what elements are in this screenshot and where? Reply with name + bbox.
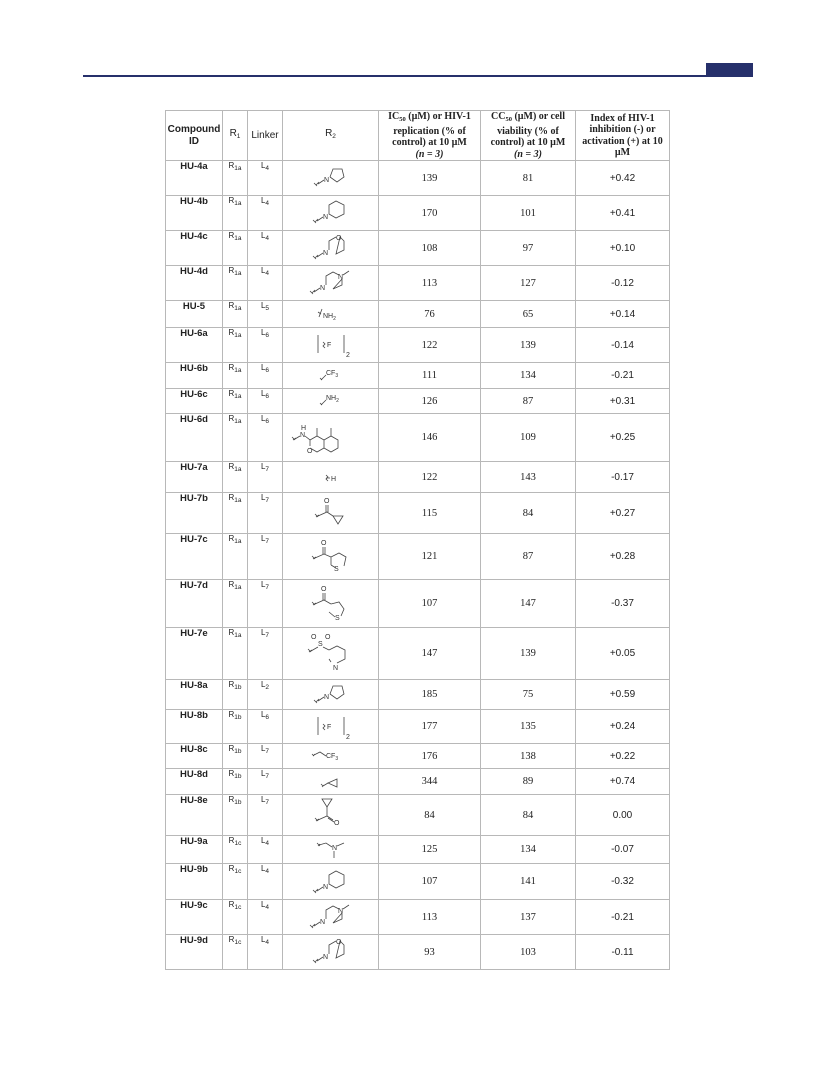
svg-text:S: S	[317, 640, 323, 648]
compound-id: HU-7d	[166, 580, 223, 628]
compound-id: HU-4d	[166, 266, 223, 301]
table-row	[166, 493, 670, 534]
ic50-value: 185	[379, 680, 481, 710]
table-header-row	[166, 111, 670, 161]
header-r1: $R_1$	[223, 111, 248, 161]
svg-text:F: F	[326, 723, 331, 731]
header-rule	[83, 75, 706, 77]
linker-cell: $L_7$	[248, 769, 283, 795]
table-row	[166, 836, 670, 864]
cc50-value: 134	[481, 363, 576, 389]
table-row	[166, 900, 670, 935]
table-row	[166, 769, 670, 795]
compound-id: HU-8a	[166, 680, 223, 710]
svg-text:2: 2	[345, 352, 350, 359]
r2-cell	[283, 769, 379, 795]
table-row	[166, 710, 670, 744]
amine-icon	[311, 303, 351, 325]
methylpiperazine-icon	[311, 268, 351, 298]
table-row	[166, 795, 670, 836]
ic50-value: 176	[379, 744, 481, 769]
index-value: -0.17	[576, 462, 670, 493]
r1-cell: $R_{1c}$	[223, 864, 248, 900]
r2-cell	[283, 680, 379, 710]
r1-cell: $R_{1a}$	[223, 231, 248, 266]
index-value: +0.74	[576, 769, 670, 795]
linker-cell: $L_6$	[248, 363, 283, 389]
svg-text:O: O	[306, 447, 312, 455]
compound-id: HU-8b	[166, 710, 223, 744]
cc50-value: 81	[481, 161, 576, 196]
svg-text:N: N	[322, 883, 328, 891]
index-value: -0.12	[576, 266, 670, 301]
svg-text:N: N	[319, 285, 325, 292]
svg-text:O: O	[320, 539, 326, 547]
cc50-value: 138	[481, 744, 576, 769]
ic50-value: 126	[379, 389, 481, 414]
svg-text:NH2: $NH_2$	[322, 313, 336, 322]
r1-cell: $R_{1b}$	[223, 744, 248, 769]
cc50-value: 75	[481, 680, 576, 710]
ic50-value: 84	[379, 795, 481, 836]
cc50-value: 103	[481, 935, 576, 970]
trifluoromethyl-icon	[311, 366, 351, 386]
amine-icon	[311, 391, 351, 411]
r2-cell	[283, 161, 379, 196]
r1-cell: $R_{1b}$	[223, 710, 248, 744]
compound-id: HU-7c	[166, 534, 223, 580]
linker-cell: $L_7$	[248, 534, 283, 580]
linker-cell: $L_6$	[248, 328, 283, 363]
linker-cell: $L_4$	[248, 231, 283, 266]
table-row	[166, 328, 670, 363]
r2-cell	[283, 196, 379, 231]
svg-text:S: S	[334, 614, 340, 622]
compound-id: HU-7a	[166, 462, 223, 493]
hydrogen-icon	[311, 466, 351, 488]
svg-text:CF3: $CF_3$	[325, 753, 338, 762]
index-value: +0.41	[576, 196, 670, 231]
ic50-value: 115	[379, 493, 481, 534]
linker-cell: $L_6$	[248, 389, 283, 414]
linker-cell: $L_7$	[248, 744, 283, 769]
linker-cell: $L_4$	[248, 935, 283, 970]
index-value: +0.42	[576, 161, 670, 196]
r1-cell: $R_{1b}$	[223, 795, 248, 836]
ic50-value: 107	[379, 864, 481, 900]
svg-text:O: O	[310, 633, 316, 641]
ic50-value: 344	[379, 769, 481, 795]
header-r2: $R_2$	[283, 111, 379, 161]
cc50-value: 139	[481, 328, 576, 363]
r2-cell	[283, 628, 379, 680]
cc50-value: 141	[481, 864, 576, 900]
index-value: +0.59	[576, 680, 670, 710]
index-value: -0.07	[576, 836, 670, 864]
compound-id: HU-9d	[166, 935, 223, 970]
cc50-value: 147	[481, 580, 576, 628]
r2-cell	[283, 864, 379, 900]
ic50-value: 122	[379, 462, 481, 493]
r1-cell: $R_{1a}$	[223, 534, 248, 580]
r2-cell	[283, 900, 379, 935]
compound-id: HU-6b	[166, 363, 223, 389]
linker-cell: $L_4$	[248, 900, 283, 935]
linker-cell: $L_4$	[248, 161, 283, 196]
cc50-value: 87	[481, 534, 576, 580]
cyclopropanecarbonyl-icon	[311, 496, 351, 530]
cc50-value: 139	[481, 628, 576, 680]
r1-cell: $R_{1a}$	[223, 414, 248, 462]
compound-id: HU-9b	[166, 864, 223, 900]
r2-cell	[283, 710, 379, 744]
header-ic50: $IC_{50}$ (µM) or HIV-1 replication (% of control) at 10 µM (n = 3)	[379, 111, 481, 161]
linker-cell: $L_4$	[248, 266, 283, 301]
svg-text:O: O	[335, 939, 341, 946]
cyclopropyl-icon	[311, 772, 351, 792]
index-value: +0.28	[576, 534, 670, 580]
compound-id: HU-6a	[166, 328, 223, 363]
ic50-value: 113	[379, 266, 481, 301]
svg-text:N: N	[322, 250, 328, 257]
r1-cell: $R_{1a}$	[223, 628, 248, 680]
cc50-value: 134	[481, 836, 576, 864]
methylpiperazine-icon	[311, 902, 351, 932]
r2-cell	[283, 328, 379, 363]
naphthamide-icon	[291, 418, 371, 458]
table-row	[166, 363, 670, 389]
piperidine-icon	[311, 198, 351, 228]
r1-cell: $R_{1c}$	[223, 900, 248, 935]
index-value: +0.14	[576, 301, 670, 328]
difluoro-icon	[311, 713, 351, 741]
svg-text:H: H	[330, 476, 336, 483]
r1-cell: $R_{1c}$	[223, 935, 248, 970]
svg-text:N: N	[337, 274, 343, 281]
linker-cell: $L_6$	[248, 710, 283, 744]
ic50-value: 147	[379, 628, 481, 680]
header-linker: Linker	[248, 111, 283, 161]
ic50-value: 113	[379, 900, 481, 935]
index-value: -0.37	[576, 580, 670, 628]
index-value: +0.22	[576, 744, 670, 769]
table-row	[166, 462, 670, 493]
pyridine-sulfonyl-icon	[307, 632, 355, 676]
r1-cell: $R_{1a}$	[223, 580, 248, 628]
linker-cell: $L_6$	[248, 414, 283, 462]
r2-cell	[283, 266, 379, 301]
svg-text:F: F	[326, 342, 331, 349]
ic50-value: 139	[379, 161, 481, 196]
ic50-value: 93	[379, 935, 481, 970]
compound-id: HU-8d	[166, 769, 223, 795]
linker-cell: $L_2$	[248, 680, 283, 710]
r2-cell	[283, 744, 379, 769]
compound-table	[165, 110, 670, 970]
r1-cell: $R_{1a}$	[223, 462, 248, 493]
dimethylaminomethyl-icon	[311, 838, 351, 862]
svg-text:H: H	[300, 424, 306, 432]
svg-text:O: O	[323, 498, 329, 505]
r2-cell	[283, 363, 379, 389]
r2-cell	[283, 836, 379, 864]
index-value: -0.14	[576, 328, 670, 363]
header-compound-id: Compound ID	[166, 111, 223, 161]
compound-id: HU-7e	[166, 628, 223, 680]
ic50-value: 121	[379, 534, 481, 580]
ic50-value: 122	[379, 328, 481, 363]
linker-cell: $L_7$	[248, 462, 283, 493]
cc50-value: 127	[481, 266, 576, 301]
index-value: -0.32	[576, 864, 670, 900]
ic50-value: 111	[379, 363, 481, 389]
r1-cell: $R_{1b}$	[223, 680, 248, 710]
svg-text:O: O	[320, 585, 326, 593]
compound-id: HU-4a	[166, 161, 223, 196]
cc50-value: 137	[481, 900, 576, 935]
ic50-value: 177	[379, 710, 481, 744]
r2-cell	[283, 493, 379, 534]
morpholine-icon	[311, 233, 351, 263]
svg-text:S: S	[333, 565, 339, 573]
svg-text:N: N	[322, 214, 328, 221]
pyrrolidine-icon	[311, 682, 351, 708]
r2-cell	[283, 301, 379, 328]
r2-cell	[283, 534, 379, 580]
linker-cell: $L_7$	[248, 795, 283, 836]
svg-text:O: O	[335, 235, 341, 242]
table-row	[166, 744, 670, 769]
ic50-value: 125	[379, 836, 481, 864]
table-row	[166, 580, 670, 628]
svg-text:N: N	[337, 908, 343, 915]
r1-cell: $R_{1a}$	[223, 363, 248, 389]
table-row	[166, 196, 670, 231]
compound-id: HU-4c	[166, 231, 223, 266]
table-row	[166, 301, 670, 328]
r2-cell	[283, 414, 379, 462]
index-value: +0.31	[576, 389, 670, 414]
trifluoroethyl-icon	[306, 747, 356, 765]
compound-id: HU-7b	[166, 493, 223, 534]
svg-text:O: O	[333, 820, 339, 827]
table-row	[166, 266, 670, 301]
cc50-value: 143	[481, 462, 576, 493]
index-value: +0.27	[576, 493, 670, 534]
r2-cell	[283, 795, 379, 836]
pyrrolidine-icon	[311, 163, 351, 193]
r2-cell	[283, 580, 379, 628]
r2-cell	[283, 462, 379, 493]
index-value: -0.11	[576, 935, 670, 970]
svg-text:2: 2	[345, 733, 350, 741]
svg-text:N: N	[323, 177, 329, 184]
index-value: +0.24	[576, 710, 670, 744]
r1-cell: $R_{1b}$	[223, 769, 248, 795]
cc50-value: 109	[481, 414, 576, 462]
r1-cell: $R_{1a}$	[223, 301, 248, 328]
r1-cell: $R_{1a}$	[223, 328, 248, 363]
header-cc50: $CC_{50}$ (µM) or cell viability (% of control) at 10 µM (n = 3)	[481, 111, 576, 161]
svg-text:N: N	[323, 693, 329, 701]
svg-text:N: N	[322, 954, 328, 961]
linker-cell: $L_7$	[248, 493, 283, 534]
thiophene-3-carbonyl-icon	[309, 584, 353, 624]
svg-text:N: N	[299, 431, 305, 439]
cc50-value: 87	[481, 389, 576, 414]
linker-cell: $L_7$	[248, 580, 283, 628]
cc50-value: 135	[481, 710, 576, 744]
compound-id: HU-4b	[166, 196, 223, 231]
piperidine-icon	[311, 867, 351, 897]
ic50-value: 170	[379, 196, 481, 231]
cc50-value: 101	[481, 196, 576, 231]
svg-text:NH2: $NH_2$	[325, 395, 339, 404]
r2-cell	[283, 389, 379, 414]
linker-cell: $L_4$	[248, 836, 283, 864]
table-row	[166, 231, 670, 266]
compound-id: HU-9a	[166, 836, 223, 864]
compound-id: HU-5	[166, 301, 223, 328]
compound-id: HU-9c	[166, 900, 223, 935]
table-row	[166, 161, 670, 196]
r2-cell	[283, 935, 379, 970]
r2-cell	[283, 231, 379, 266]
linker-cell: $L_7$	[248, 628, 283, 680]
thiophene-2-carbonyl-icon	[309, 538, 353, 576]
linker-cell: $L_5$	[248, 301, 283, 328]
table-row	[166, 864, 670, 900]
header-index: Index of HIV-1 inhibition (-) or activation (+) at 10 µM	[576, 111, 670, 161]
svg-text:N: N	[319, 919, 325, 926]
r1-cell: $R_{1c}$	[223, 836, 248, 864]
compound-id: HU-8c	[166, 744, 223, 769]
svg-text:N: N	[331, 844, 337, 852]
table-row	[166, 628, 670, 680]
index-value: +0.10	[576, 231, 670, 266]
cc50-value: 84	[481, 795, 576, 836]
ic50-value: 107	[379, 580, 481, 628]
cyclopropanecarbonyl-icon	[311, 797, 351, 833]
index-value: +0.25	[576, 414, 670, 462]
compound-id: HU-8e	[166, 795, 223, 836]
table-row	[166, 935, 670, 970]
ic50-value: 146	[379, 414, 481, 462]
index-value: -0.21	[576, 900, 670, 935]
morpholine-icon	[311, 937, 351, 967]
cc50-value: 65	[481, 301, 576, 328]
ic50-value: 108	[379, 231, 481, 266]
linker-cell: $L_4$	[248, 196, 283, 231]
svg-text:CF3: $CF_3$	[325, 369, 338, 379]
cc50-value: 89	[481, 769, 576, 795]
svg-text:N: N	[332, 664, 338, 672]
table-row	[166, 414, 670, 462]
cc50-value: 97	[481, 231, 576, 266]
r1-cell: $R_{1a}$	[223, 196, 248, 231]
cc50-value: 84	[481, 493, 576, 534]
header-tab	[706, 63, 753, 77]
svg-text:O: O	[324, 633, 330, 641]
index-value: +0.05	[576, 628, 670, 680]
linker-cell: $L_4$	[248, 864, 283, 900]
table-row	[166, 534, 670, 580]
index-value: -0.21	[576, 363, 670, 389]
table-row	[166, 680, 670, 710]
r1-cell: $R_{1a}$	[223, 389, 248, 414]
index-value: 0.00	[576, 795, 670, 836]
table-row	[166, 389, 670, 414]
r1-cell: $R_{1a}$	[223, 161, 248, 196]
r1-cell: $R_{1a}$	[223, 493, 248, 534]
compound-id: HU-6c	[166, 389, 223, 414]
difluoro-icon	[311, 331, 351, 359]
r1-cell: $R_{1a}$	[223, 266, 248, 301]
ic50-value: 76	[379, 301, 481, 328]
compound-id: HU-6d	[166, 414, 223, 462]
